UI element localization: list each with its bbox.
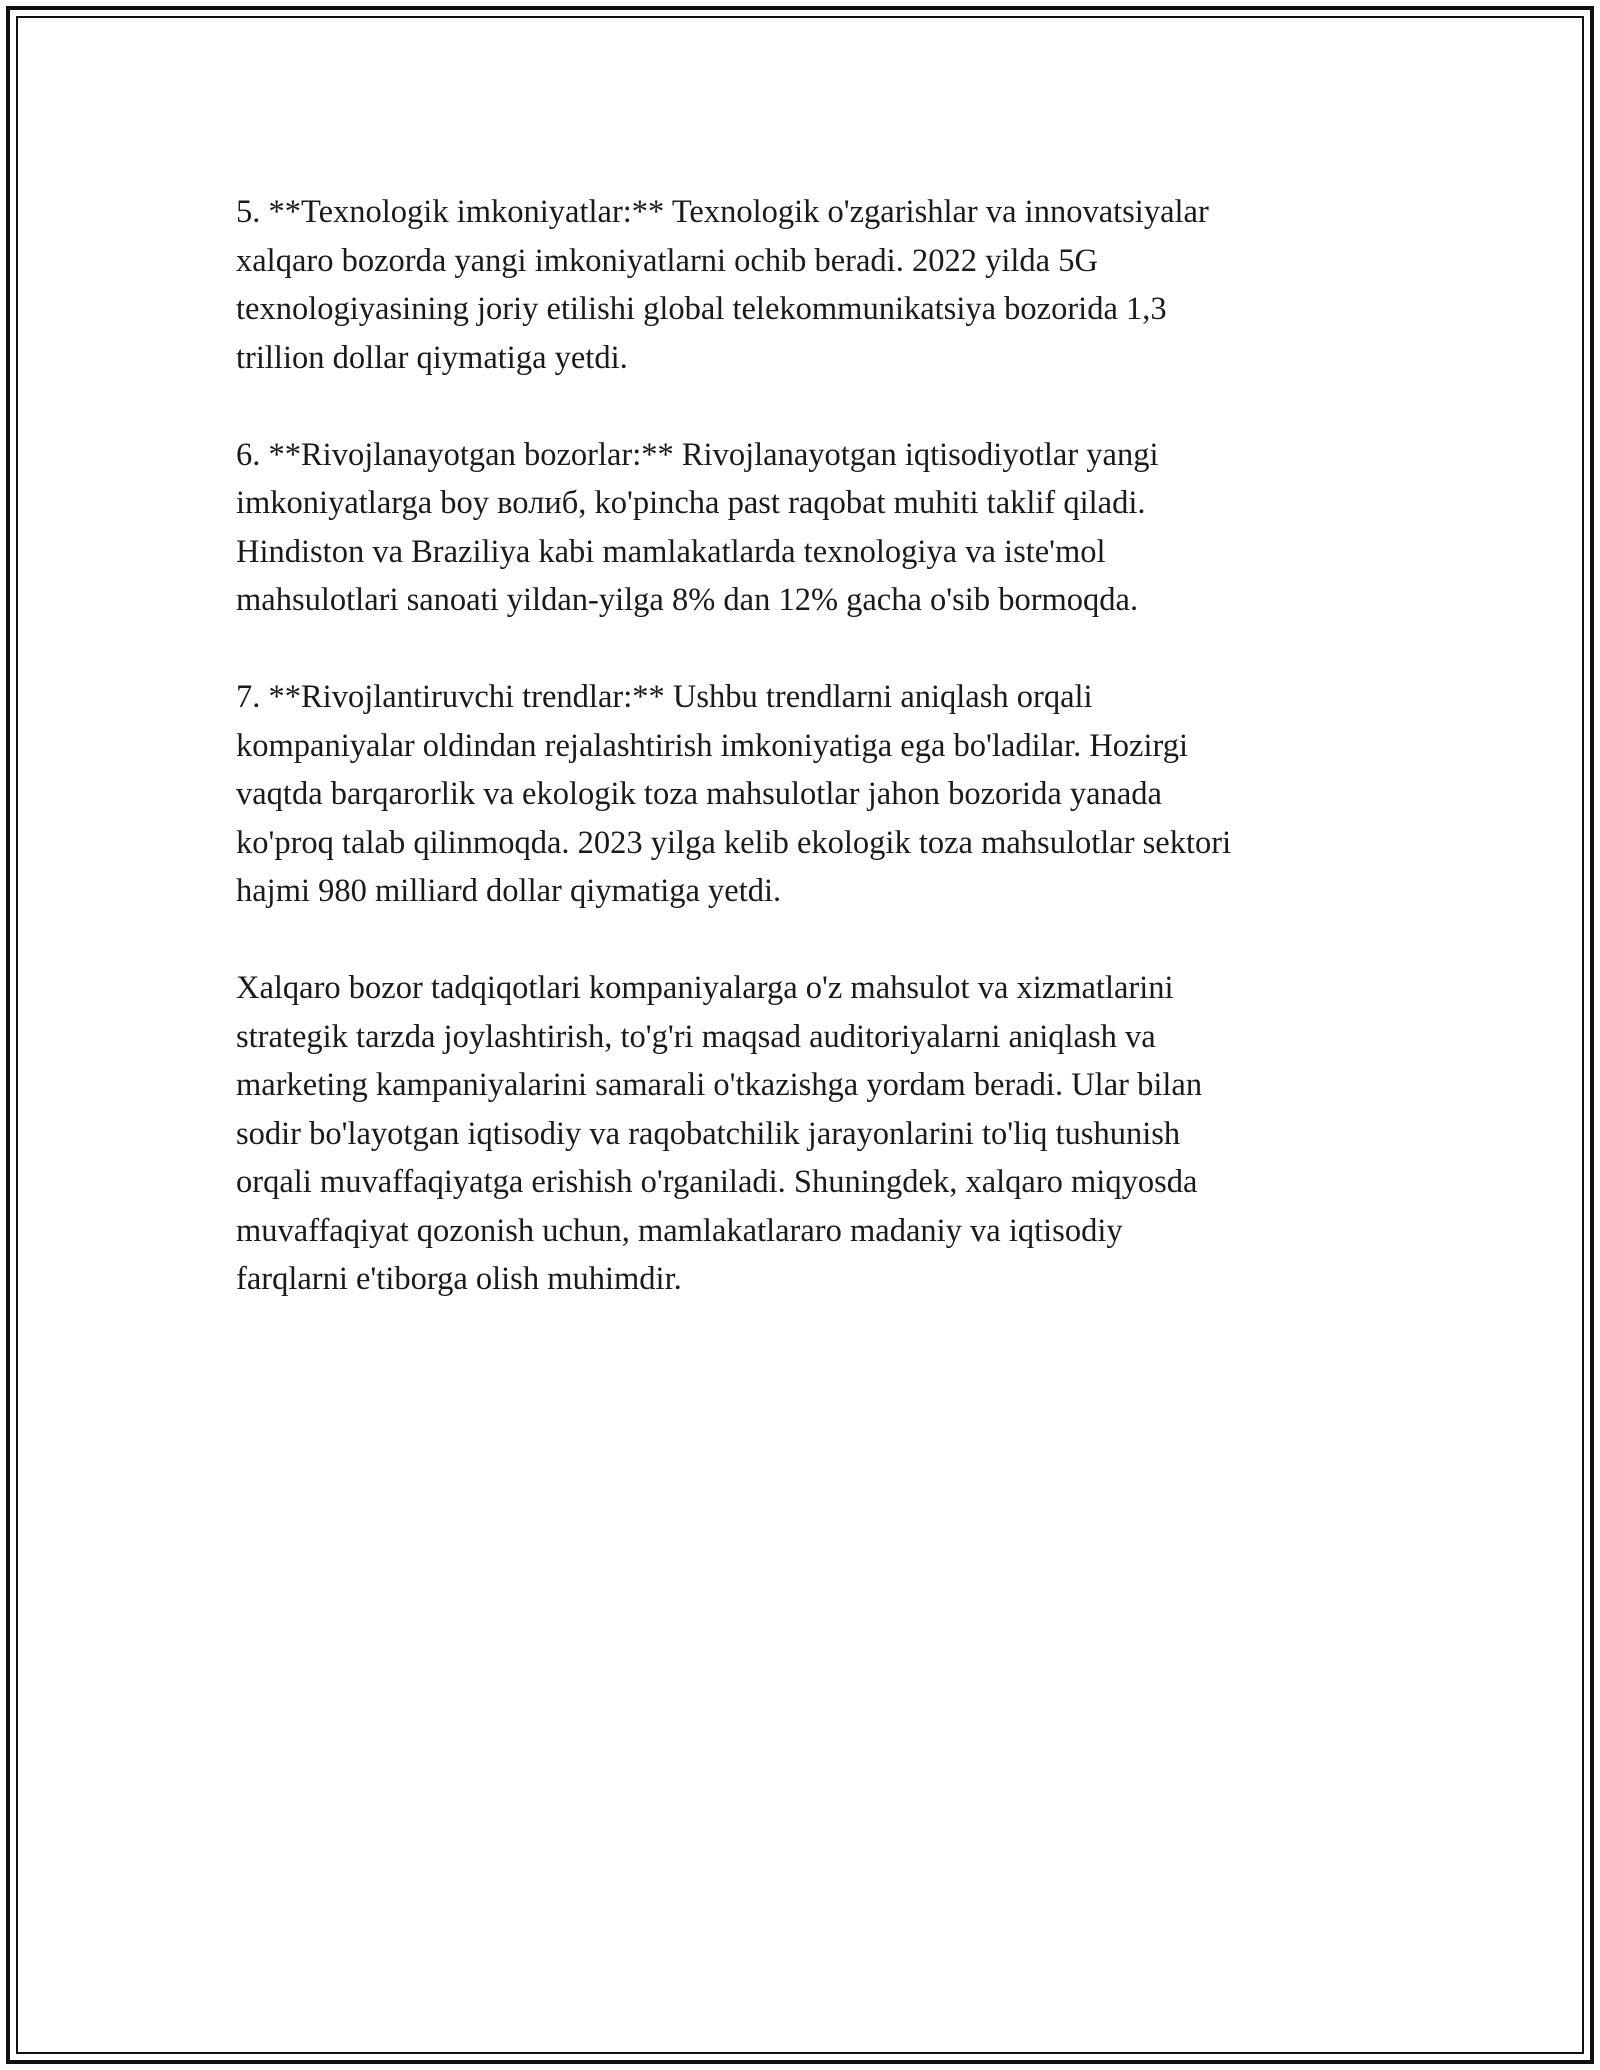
paragraph-technological-opportunities: 5. **Texnologik imkoniyatlar:** Texnologik o'zgarishlar va innovatsiyalar xalqaro bozorda yangi imkoniyatlarni ochib beradi. 2022 yilda 5G texnologiyasining joriy etilishi global telekommunikatsiya bozorida 1,3 trillion dollar qiymatiga yetdi. [236,194,1209,376]
document-body [236,188,1386,1352]
paragraph-developing-trends: 7. **Rivojlantiruvchi trendlar:** Ushbu trendlarni aniqlash orqali kompaniyalar oldindan rejalashtirish imkoniyatiga ega bo'ladilar. Hozirgi vaqtda barqarorlik va ekologik toza mahsulotlar jahon bozorida yanada ko'proq talab qilinmoqda. 2023 yilga kelib ekologik toza mahsulotlar sektori hajmi 980 milliard dollar qiymatiga yetdi. [236,679,1232,909]
paragraph-conclusion: Xalqaro bozor tadqiqotlari kompaniyalarga o'z mahsulot va xizmatlarini strategik tarzda joylashtirish, to'g'ri maqsad auditoriyalarni aniqlash va marketing kampaniyalarini samarali o'tkazishga yordam beradi. Ular bilan sodir bo'layotgan iqtisodiy va raqobatchilik jarayonlarini to'liq tushunish orqali muvaffaqiyatga erishish o'rganiladi. Shuningdek, xalqaro miqyosda muvaffaqiyat qozonish uchun, mamlakatlararo madaniy va iqtisodiy farqlarni e'tiborga olish muhimdir. [236,970,1203,1297]
paragraph-emerging-markets: 6. **Rivojlanayotgan bozorlar:** Rivojlanayotgan iqtisodiyotlar yangi imkoniyatlarga boy волиб, ko'pincha past raqobat muhiti taklif qiladi. Hindiston va Braziliya kabi mamlakatlarda texnologiya va iste'mol mahsulotlari sanoati yildan-yilga 8% dan 12% gacha o'sib bormoqda. [236,436,1159,618]
